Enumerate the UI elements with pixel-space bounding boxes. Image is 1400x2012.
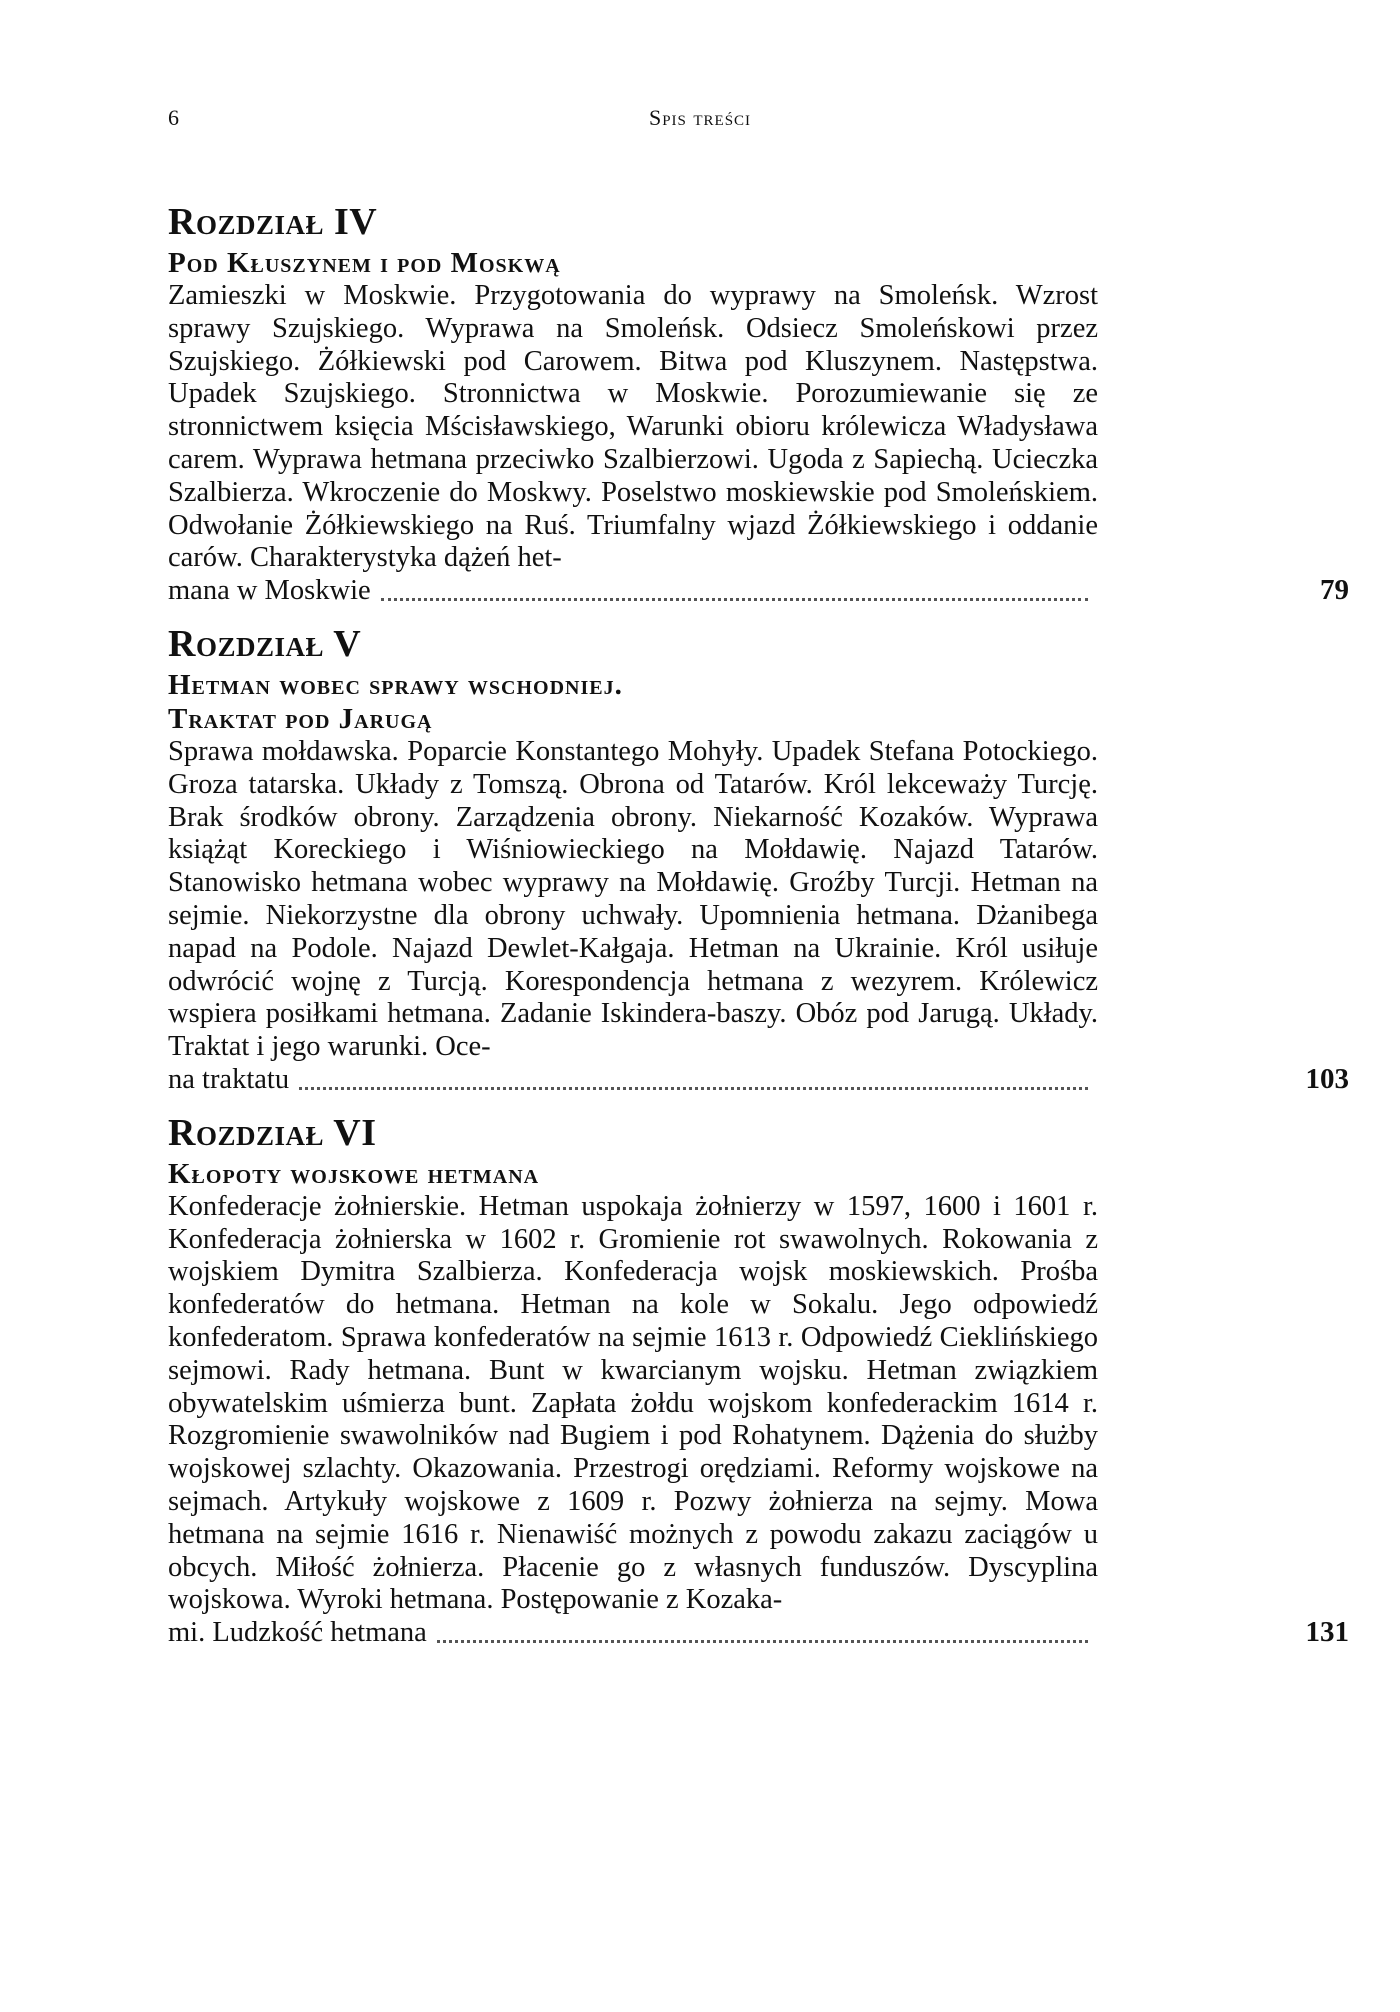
dot-leader (381, 597, 1088, 601)
chapter-title-line-2: Traktat pod Jarugą (168, 702, 433, 735)
chapter-summary (168, 736, 1098, 1097)
toc-last-line (168, 575, 1098, 608)
summary-tail: mana w Moskwie (168, 575, 371, 607)
summary-text: Konfederacje żołnierskie. Hetman uspokaja żołnierzy w 1597, 1600 i 1601 r. Konfederacja żołnierska w 1602 r. Gromienie rot swawolnych. Rokowania z wojskiem Dymitra Szalbierza. Konfederacja wojsk moskiewskich. Prośba konfederatów do hetmana. Hetman na kole w Sokalu. Jego odpowiedź konfederatom. Sprawa konfederatów na sejmie 1613 r. Odpowiedź Cieklińskiego sejmowi. Rady hetmana. Bunt w kwarcianym wojsku. Hetman związkiem obywatelskim uśmierza bunt. Zapłata żołdu wojskom konfederackim 1614 r. Rozgromienie swawolników nad Bugiem i pod Rohatynem. Dążenia do służby wojskowej szlachty. Okazowania. Przestrogi orędziami. Reformy wojskowe na sejmach. Artykuły wojskowe z 1609 r. Pozwy żołnierza na sejmy. Mowa hetmana na sejmie 1616 r. Nienawiść możnych z powodu zakazu zaciągów u obcych. Miłość żołnierza. Płacenie go z własnych funduszów. Dyscyplina wojskowa. Wyroki hetmana. Postępowanie z Kozaka- (168, 1190, 1098, 1616)
toc-entry-chapter-4 (168, 200, 1349, 608)
chapter-summary (168, 1191, 1098, 1650)
chapter-title: Hetman wobec sprawy wschodniej. (168, 668, 623, 701)
chapter-title: Pod Kłuszynem i pod Moskwą (168, 247, 561, 279)
chapter-label: Rozdział VI (168, 1111, 377, 1154)
running-title: Spis treści (648, 105, 752, 130)
toc-last-line (168, 1617, 1098, 1650)
toc-page-number: 79 (1320, 573, 1349, 606)
dot-leader (299, 1086, 1088, 1090)
chapter-label: Rozdział V (168, 622, 362, 665)
chapter-title: Kłopoty wojskowe hetmana (168, 1157, 540, 1190)
table-of-contents (168, 200, 1349, 1664)
chapter-label: Rozdział IV (168, 201, 378, 243)
toc-last-line (168, 1064, 1098, 1097)
summary-tail: mi. Ludzkość hetmana (168, 1617, 427, 1649)
dot-leader (437, 1639, 1088, 1643)
summary-text: Sprawa mołdawska. Poparcie Konstantego Mohyły. Upadek Stefana Potockiego. Groza tatarska. Układy z Tomszą. Obrona od Tatarów. Król lekceważy Turcję. Brak środków obrony. Zarządzenia obrony. Niekarność Kozaków. Wyprawa książąt Koreckiego i Wiśniowieckiego na Mołdawię. Najazd Tatarów. Stanowisko hetmana wobec wyprawy na Mołdawię. Groźby Turcji. Hetman na sejmie. Niekorzystne dla obrony uchwały. Upomnienia hetmana. Dżanibega napad na Podole. Najazd Dewlet-Kałgaja. Hetman na Ukrainie. Król usiłuje odwrócić wojnę z Turcją. Korespondencja hetmana z wezyrem. Królewicz wspiera posiłkami hetmana. Zadanie Iskindera-baszy. Obóz pod Jarugą. Układy. Traktat i jego warunki. Oce- (168, 735, 1098, 1063)
toc-page-number: 131 (1305, 1615, 1349, 1648)
summary-tail: na traktatu (168, 1063, 290, 1095)
toc-entry-chapter-5 (168, 622, 1349, 1097)
summary-text: Zamieszki w Moskwie. Przygotowania do wyprawy na Smoleńsk. Wzrost sprawy Szujskiego. Wyprawa na Smoleńsk. Odsiecz Smoleńskowi przez Szujskiego. Żółkiewski pod Carowem. Bitwa pod Kluszynem. Następstwa. Upadek Szujskiego. Stronnictwa w Moskwie. Porozumiewanie się ze stronnictwem księcia Mścisławskiego, Warunki obioru królewicza Władysława carem. Wyprawa hetmana przeciwko Szalbierzowi. Ugoda z Sapiechą. Ucieczka Szalbierza. Wkroczenie do Moskwy. Poselstwo moskiewskie pod Smoleńskiem. Odwołanie Żółkiewskiego na Ruś. Triumfalny wjazd Żółkiewskiego i oddanie carów. Charakterystyka dążeń het- (168, 280, 1098, 574)
chapter-summary (168, 280, 1098, 608)
toc-entry-chapter-6 (168, 1111, 1349, 1650)
page-number: 6 (168, 105, 179, 130)
toc-page-number: 103 (1305, 1062, 1349, 1095)
